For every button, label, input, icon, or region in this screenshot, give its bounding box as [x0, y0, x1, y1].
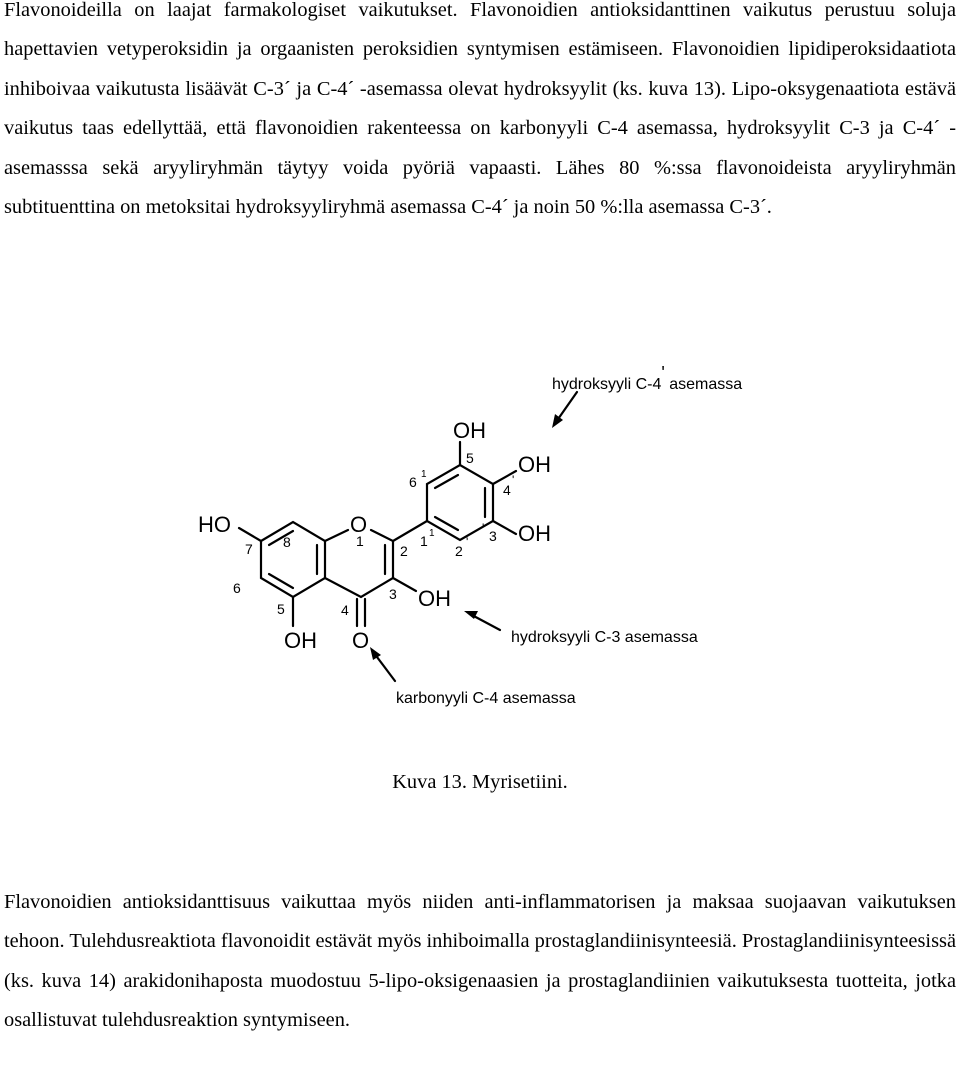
annotation-hydroxyl-c3: hydroksyyli C-3 asemassa	[511, 629, 698, 646]
position-3: 3	[389, 586, 397, 602]
oh-c5prime-label: OH	[453, 418, 486, 443]
prime-4prime: '	[512, 473, 515, 487]
position-2: 2	[400, 543, 408, 559]
oh-c4prime-label: OH	[518, 452, 551, 477]
position-5prime: 5	[466, 450, 474, 466]
prime-2prime: '	[466, 535, 469, 549]
annotation-carbonyl-c4: karbonyyli C-4 asemassa	[396, 690, 576, 707]
arrow-carbonyl-head	[370, 647, 381, 660]
carbonyl-oxygen-label: O	[352, 628, 370, 653]
figure-caption: Kuva 13. Myrisetiini.	[392, 771, 568, 793]
position-6prime: 6	[409, 474, 417, 490]
position-3prime: 3	[489, 528, 497, 544]
oh-c3-label: OH	[418, 586, 451, 611]
oh-c3prime-label: OH	[518, 521, 551, 546]
prime-1prime: 1	[429, 528, 435, 539]
ho-c7-label: HO	[198, 512, 231, 537]
paragraph-anti-inflammatory: Flavonoidien antioksidanttisuus vaikuttaa myös niiden anti-inflammatorisen ja maksaa suojaavan vaikutuksen tehoon. Tulehdusreaktiota flavonoidit estävät myös inhiboimalla prostaglandiinisynteesiä. Prostaglandiinisynteesissä (ks. kuva 14) arakidonihaposta muodostuu 5-lipo-oksigenaasien ja prostaglandiinien vaikutuksesta tuotteita, jotka osallistuvat tulehdusreaktion syntymiseen.	[4, 891, 956, 1032]
position-4prime: 4	[503, 482, 511, 498]
position-8: 8	[283, 534, 291, 550]
position-1prime: 1	[420, 533, 428, 549]
c7-ho-bond	[239, 528, 261, 541]
position-7: 7	[245, 541, 253, 557]
position-6: 6	[233, 580, 241, 596]
paragraph-flavonoid-pharmacology: Flavonoideilla on laajat farmakologiset vaikutukset. Flavonoidien antioksidanttinen vaikutus perustuu soluja hapettavien vetyperoksidin ja orgaanisten peroksidien syntymisen estämiseen. Flavonoidien lipidiperoksidaatiota inhiboivaa vaikutusta lisäävät C-3´ ja C-4´ -asemassa olevat hydroksyylit (ks. kuva 13). Lipo-oksygenaatiota estävä vaikutus taas edellyttää, että flavonoidien rakenteessa on karbonyyli C-4 asemassa, hydroksyylit C-3 ja C-4´ -asemasssa sekä aryyliryhmän täytyy voida pyöriä vapaasti. Lähes 80 %:ssa flavonoideista aryyliryhmän subtituenttina on metoksitai hydroksyyliryhmä asemassa C-4´ ja noin 50 %:lla asemassa C-3´.	[4, 0, 956, 219]
annotation-hydroxyl-c4prime: hydroksyyli C-4' asemassa	[552, 363, 743, 393]
prime-3prime: '	[482, 521, 485, 535]
oh-c5-label: OH	[284, 628, 317, 653]
position-5: 5	[277, 601, 285, 617]
prime-6prime: 1	[421, 469, 427, 480]
ring-oxygen-label: O	[350, 512, 368, 537]
ring-a-bonds	[261, 522, 325, 597]
position-4: 4	[341, 602, 349, 618]
position-1: 1	[356, 533, 364, 549]
position-2prime: 2	[455, 543, 463, 559]
